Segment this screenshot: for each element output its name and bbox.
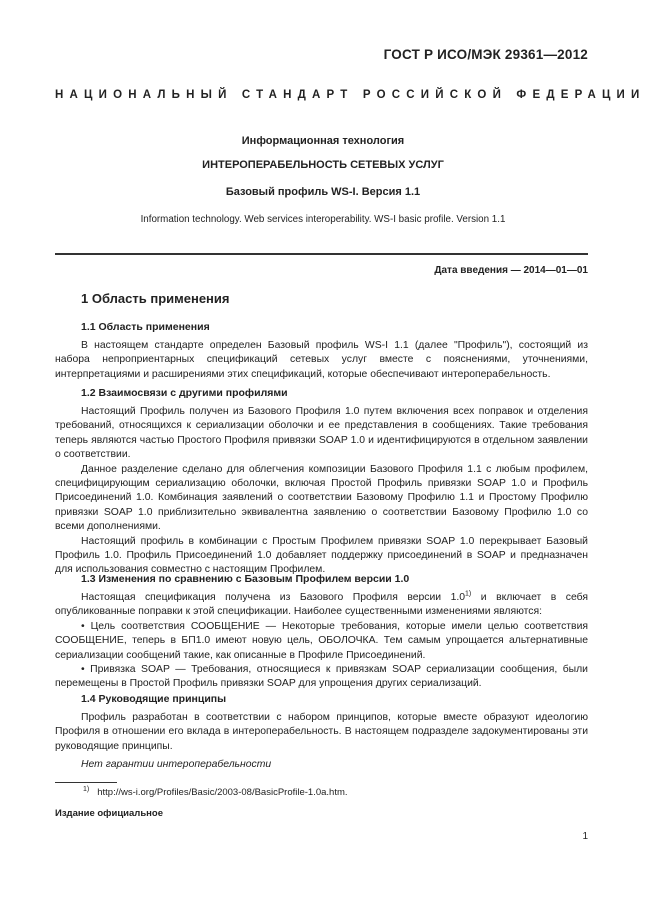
section-1-1-text [55,339,588,382]
section-1-4-heading: 1.4 Руководящие принципы [81,693,227,705]
footnote-ref: 1) [465,590,472,598]
principle-subheading: Нет гарантии интероперабельности [81,759,272,770]
section-1-heading: 1 Область применения [81,291,230,306]
footnote-marker: 1) [83,785,90,793]
paragraph: Настоящий профиль в комбинации с Простым Профилем привязки SOAP 1.0 перекрывает Базовый Профиль 1.0. Профиль Присоединений 1.0 добавляет поддержку присоединений в SOAP и предназначен для использования совместно с настоящим Профилем. [55,535,588,576]
national-standard-banner: НАЦИОНАЛЬНЫЙ СТАНДАРТ РОССИЙСКОЙ ФЕДЕРАЦИИ [55,89,646,101]
paragraph: Профиль разработан в соответствии с набором принципов, которые вместе образуют идеологию Профиля в отношении его вклада в интероперабельность. В настоящем подразделе задокументированы эти руководящие принципы. [55,712,588,752]
paragraph: В настоящем стандарте определен Базовый профиль WS-I 1.1 (далее "Профиль"), состоящий из набора непроприентарных спецификаций сетевых услуг вместе с пояснениями, уточнениями, интерпретациями и расширениями этих спецификаций, которые обеспечивают интероперабельность. [55,340,588,380]
paragraph [55,591,588,620]
title-line-3: Базовый профиль WS-I. Версия 1.1 [225,186,421,198]
official-edition-label: Издание официальное [55,808,163,819]
introduction-date: Дата введения — 2014—01—01 [434,265,588,276]
section-1-2-heading: 1.2 Взаимосвязи с другими профилями [81,387,288,399]
text-fragment: Настоящая спецификация получена из Базового Профиля версии 1.0 [81,592,466,603]
bullet-item: • Цель соответствия СООБЩЕНИЕ — Некоторые требования, которые имели целью соответствия СООБЩЕНИЕ, теперь в БП1.0 имеют новую цель, ОБОЛОЧКА. Тем самым упрощается альтернативные сериализации сообщений такие, как описанные в Профиле Присоединений. [55,620,588,661]
paragraph: Данное разделение сделано для облегчения композиции Базового Профиля 1.1 с любым профилем, специфицирующим сериализацию оболочки, включая Простой Профиль привязки SOAP 1.0 и Профиль Присоединений 1.0. Комбинация заявлений о соответствии Базовому Профилю 1.1 и Простому Профилю привязки SOAP 1.0 приблизительно эквивалентна заявлению о соответствии Базовому Профилю 1.0 со всеми дополнениями. [55,463,588,533]
title-line-2: ИНТЕРОПЕРАБЕЛЬНОСТЬ СЕТЕВЫХ УСЛУГ [202,159,444,171]
section-1-1-heading: 1.1 Область применения [81,321,210,333]
text-fragment: и включает в себя опубликованные поправки к этой спецификации. Наиболее существенными изменениями являются: [55,592,588,618]
paragraph: Настоящий Профиль получен из Базового Профиля 1.0 путем включения всех поправок и отделения требований, относящихся к сериализации оболочки и ее представления в сообщениях. Такие требования теперь являются частью Простого Профиля привязки SOAP 1.0 и идентифицируются в отдельном заявлении о соответствии. [55,406,588,461]
section-1-2-text [55,405,588,578]
title-english: Information technology. Web services interoperability. WS-I basic profile. Version 1.1 [140,214,506,225]
footnote [83,787,348,798]
section-1-4-text [55,711,588,754]
title-line-1: Информационная технология [241,135,405,147]
footnote-divider [55,782,117,783]
standard-code: ГОСТ Р ИСО/МЭК 29361—2012 [383,47,588,62]
section-1-3-text [55,591,588,692]
bullet-item: • Привязка SOAP — Требования, относящиеся к привязкам SOAP сериализации сообщения, были перемещены в Простой Профиль привязки SOAP для упрощения других сериализаций. [55,664,588,690]
section-1-3-heading: 1.3 Изменения по сравнению с Базовым Профилем версии 1.0 [81,573,410,585]
title-divider [55,253,588,255]
page-number: 1 [582,831,588,842]
footnote-text: http://ws-i.org/Profiles/Basic/2003-08/BasicProfile-1.0a.htm. [97,787,348,798]
